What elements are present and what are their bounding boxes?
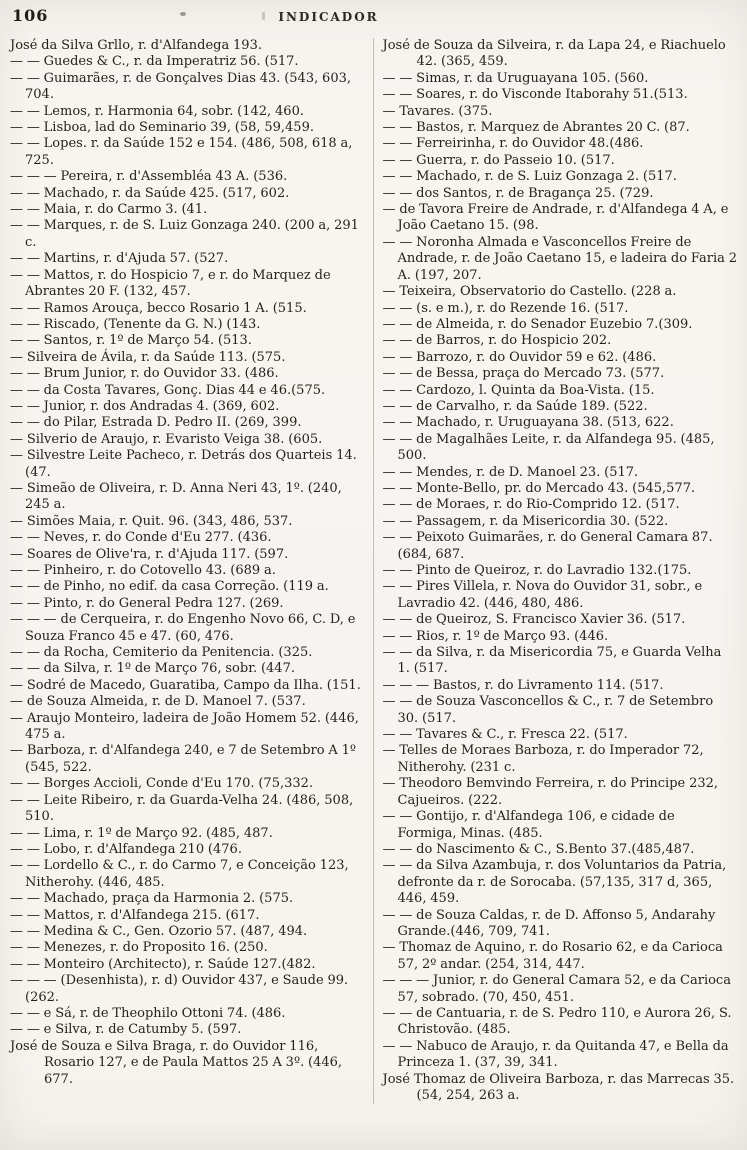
- directory-entry: — — Tavares & C., r. Fresca 22. (517.: [382, 727, 628, 743]
- directory-entry: — — Machado, praça da Harmonia 2. (575.: [10, 891, 294, 907]
- directory-entry: — — Machado, r. da Saúde 425. (517, 602.: [10, 185, 290, 201]
- directory-entry: — — de Bessa, praça do Mercado 73. (577.: [382, 366, 665, 382]
- directory-entry: José de Souza da Silveira, r. da Lapa 24, e Riachuelo 42. (365, 459.: [382, 38, 726, 70]
- directory-entry: — — da Silva, r. da Misericordia 75, e Guarda Velha 1. (517.: [382, 645, 722, 677]
- directory-entry: — — Guerra, r. do Passeio 10. (517.: [382, 152, 615, 168]
- directory-entry: — — Borges Accioli, Conde d'Eu 170. (75,332.: [10, 776, 314, 792]
- directory-entry: — — de Moraes, r. do Rio-Comprido 12. (517.: [382, 497, 680, 513]
- directory-entry: — — Marques, r. de S. Luiz Gonzaga 240. (200 a, 291 c.: [10, 218, 359, 250]
- directory-entry: José Thomaz de Oliveira Barboza, r. das Marrecas 35. (54, 254, 263 a.: [382, 1071, 735, 1103]
- directory-entry: — — Lemos, r. Harmonia 64, sobr. (142, 460.: [10, 103, 304, 119]
- directory-entry: — — Menezes, r. do Proposito 16. (250.: [10, 940, 268, 956]
- directory-entry: — — e Silva, r. de Catumby 5. (597.: [10, 1022, 242, 1038]
- directory-entry: — de Tavora Freire de Andrade, r. d'Alfandega 4 A, e João Caetano 15. (98.: [382, 202, 729, 234]
- directory-entry: — — do Pilar, Estrada D. Pedro II. (269, 399.: [10, 415, 302, 431]
- directory-entry: — — Guimarães, r. de Gonçalves Dias 43. (543, 603, 704.: [10, 70, 352, 103]
- directory-entry: — — dos Santos, r. de Bragança 25. (729.: [382, 185, 654, 201]
- directory-entry: — — — Junior, r. do General Camara 52, e da Carioca 57, sobrado. (70, 450, 451.: [382, 973, 731, 1005]
- directory-entry: — — Cardozo, l. Quinta da Boa-Vista. (15.: [382, 382, 655, 398]
- directory-entry: — Telles de Moraes Barboza, r. do Imperador 72, Nitherohy. (231 c.: [382, 743, 704, 775]
- directory-entry: — — Ferreirinha, r. do Ouvidor 48.(486.: [382, 136, 644, 152]
- directory-entry: — — Ramos Arouça, becco Rosario 1 A. (515.: [10, 300, 307, 316]
- directory-entry: — — Pires Villela, r. Nova do Ouvidor 31, sobr., e Lavradio 42. (446, 480, 486.: [382, 579, 703, 611]
- directory-entry: — — Passagem, r. da Misericordia 30. (522.: [382, 513, 669, 529]
- left-column: [10, 38, 374, 1104]
- directory-entry: — — Monteiro (Architecto), r. Saúde 127.(482.: [10, 956, 316, 972]
- directory-entry: — Silvestre Leite Pacheco, r. Detrás dos Quarteis 14. (47.: [10, 448, 357, 480]
- directory-entry: José da Silva Grllo, r. d'Alfandega 193.: [10, 38, 262, 53]
- directory-entry: — Silveira de Ávila, r. da Saúde 113. (575.: [10, 349, 286, 365]
- page-header: [10, 6, 737, 34]
- directory-entry: — Teixeira, Observatorio do Castello. (228 a.: [382, 284, 677, 300]
- directory-entry: — — Pinto, r. do General Pedra 127. (269.: [10, 595, 284, 611]
- directory-entry: — — Peixoto Guimarães, r. do General Camara 87. (684, 687.: [382, 530, 713, 562]
- directory-entry: — Araujo Monteiro, ladeira de João Homem 52. (446, 475 a.: [10, 710, 359, 743]
- directory-entry: — — — (Desenhista), r. d) Ouvidor 437, e Saude 99. (262.: [10, 973, 349, 1005]
- directory-entry: — — Simas, r. da Uruguayana 105. (560.: [382, 70, 649, 86]
- page-number: 106: [12, 6, 49, 25]
- directory-entry: — — de Carvalho, r. da Saúde 189. (522.: [382, 398, 648, 414]
- directory-entry: — — Rios, r. 1º de Março 93. (446.: [382, 628, 609, 644]
- directory-entry: — — Maia, r. do Carmo 3. (41.: [10, 202, 208, 218]
- directory-entry: — — de Magalhães Leite, r. da Alfandega 95. (485, 500.: [382, 431, 715, 464]
- directory-entry: — — da Silva, r. 1º de Março 76, sobr. (447.: [10, 661, 295, 677]
- directory-entry: — Thomaz de Aquino, r. do Rosario 62, e da Carioca 57, 2º andar. (254, 314, 447.: [382, 940, 723, 972]
- directory-entry: — — de Almeida, r. do Senador Euzebio 7.(309.: [382, 316, 693, 332]
- directory-entry: — — Lordello & C., r. do Carmo 7, e Conceição 123, Nitherohy. (446, 485.: [10, 858, 349, 890]
- directory-entry: — Simões Maia, r. Quit. 96. (343, 486, 537.: [10, 513, 293, 529]
- directory-entry: — — de Queiroz, S. Francisco Xavier 36. (517.: [382, 612, 686, 628]
- directory-entry: — — (s. e m.), r. do Rezende 16. (517.: [382, 300, 629, 316]
- directory-entry: — — Barrozo, r. do Ouvidor 59 e 62. (486.: [382, 349, 657, 365]
- directory-entry: — — e Sá, r. de Theophilo Ottoni 74. (486.: [10, 1005, 286, 1021]
- directory-entry: — — da Costa Tavares, Gonç. Dias 44 e 46.(575.: [10, 382, 326, 398]
- directory-entry: — — Gontijo, r. d'Alfandega 106, e cidade de Formiga, Minas. (485.: [382, 809, 675, 841]
- directory-entry: — — Junior, r. dos Andradas 4. (369, 602.: [10, 398, 280, 414]
- directory-entry: — — Machado, r. de S. Luiz Gonzaga 2. (517.: [382, 169, 677, 185]
- directory-entry: — — Medina & C., Gen. Ozorio 57. (487, 494.: [10, 923, 308, 939]
- directory-entry: — — Pinheiro, r. do Cotovello 43. (689 a.: [10, 563, 276, 578]
- directory-entry: — — do Nascimento & C., S.Bento 37.(485,487.: [382, 841, 695, 857]
- directory-entry: — — — Bastos, r. do Livramento 114. (517.: [382, 677, 664, 693]
- directory-entry: — — Mendes, r. de D. Manoel 23. (517.: [382, 464, 639, 480]
- directory-entry: — — Leite Ribeiro, r. da Guarda-Velha 24. (486, 508, 510.: [10, 792, 354, 825]
- directory-entry: — — Lobo, r. d'Alfandega 210 (476.: [10, 841, 242, 857]
- directory-entry: — — — de Cerqueira, r. do Engenho Novo 66, C. D, e Souza Franco 45 e 47. (60, 476.: [10, 612, 356, 644]
- directory-entry: — — Martins, r. d'Ajuda 57. (527.: [10, 251, 229, 267]
- directory-entry: — — de Pinho, no edif. da casa Correção. (119 a.: [10, 579, 329, 595]
- right-column: [374, 38, 738, 1104]
- directory-entry: — — da Rocha, Cemiterio da Penitencia. (325.: [10, 645, 313, 661]
- directory-entry: — — Machado, r. Uruguayana 38. (513, 622.: [382, 415, 674, 431]
- directory-entry: José de Souza e Silva Braga, r. do Ouvidor 116, Rosario 127, e de Paula Mattos 25 A 3º. (446, 677.: [10, 1038, 343, 1087]
- directory-entry: — — Lima, r. 1º de Março 92. (485, 487.: [10, 825, 273, 841]
- directory-entry: — — Nabuco de Araujo, r. da Quitanda 47, e Bella da Princeza 1. (37, 39, 341.: [382, 1038, 729, 1071]
- directory-entry: — — Pinto de Queiroz, r. do Lavradio 132.(175.: [382, 563, 692, 578]
- directory-entry: — Theodoro Bemvindo Ferreira, r. do Principe 232, Cajueiros. (222.: [382, 776, 719, 808]
- directory-entry: — — Riscado, (Tenente da G. N.) (143.: [10, 316, 261, 332]
- directory-entry: — Tavares. (375.: [382, 103, 493, 119]
- directory-entry: — Simeão de Oliveira, r. D. Anna Neri 43, 1º. (240, 245 a.: [10, 480, 342, 513]
- two-column-layout: [10, 38, 737, 1104]
- directory-entry: — — Guedes & C., r. da Imperatriz 56. (517.: [10, 54, 299, 70]
- directory-entry: — — de Cantuaria, r. de S. Pedro 110, e Aurora 26, S. Christovão. (485.: [382, 1005, 732, 1038]
- directory-entry: — — Monte-Bello, pr. do Mercado 43. (545,577.: [382, 480, 696, 496]
- directory-entry: — Soares de Olive'ra, r. d'Ajuda 117. (597.: [10, 546, 289, 562]
- directory-entry: — — Mattos, r. do Hospicio 7, e r. do Marquez de Abrantes 20 F. (132, 457.: [10, 267, 331, 300]
- directory-entry: — — Santos, r. 1º de Março 54. (513.: [10, 333, 252, 349]
- directory-entry: — de Souza Almeida, r. de D. Manoel 7. (537.: [10, 694, 306, 710]
- directory-entry: — — Neves, r. do Conde d'Eu 277. (436.: [10, 530, 272, 546]
- directory-entry: — Silverio de Araujo, r. Evaristo Veiga 38. (605.: [10, 431, 323, 447]
- page-title: INDICADOR: [278, 10, 379, 24]
- directory-entry: — — da Silva Azambuja, r. dos Voluntarios da Patria, defronte da r. de Sorocaba. (57,135, 317 d, 365, 446, 459.: [382, 858, 727, 907]
- directory-entry: — — de Souza Caldas, r. de D. Affonso 5, Andarahy Grande.(446, 709, 741.: [382, 907, 716, 939]
- directory-entry: — — — Pereira, r. d'Assembléa 43 A. (536.: [10, 169, 288, 185]
- directory-entry: — — Lopes. r. da Saúde 152 e 154. (486, 508, 618 a, 725.: [10, 136, 353, 168]
- directory-entry: — — Lisboa, lad do Seminario 39, (58, 59,459.: [10, 120, 314, 136]
- directory-entry: — — Bastos, r. Marquez de Abrantes 20 C. (87.: [382, 120, 690, 136]
- directory-entry: — — Brum Junior, r. do Ouvidor 33. (486.: [10, 366, 279, 382]
- directory-entry: — Barboza, r. d'Alfandega 240, e 7 de Setembro A 1º (545, 522.: [10, 743, 357, 775]
- directory-entry: — — Soares, r. do Visconde Itaborahy 51.(513.: [382, 87, 688, 103]
- directory-entry: — — de Barros, r. do Hospicio 202.: [382, 333, 612, 349]
- directory-entry: — Sodré de Macedo, Guaratiba, Campo da Ilha. (151.: [10, 677, 361, 693]
- directory-entry: — — Noronha Almada e Vasconcellos Freire de Andrade, r. de João Caetano 15, e ladeira do Faria 2 A. (197, 207.: [382, 234, 737, 283]
- directory-entry: — — Mattos, r. d'Alfandega 215. (617.: [10, 907, 260, 923]
- directory-entry: — — de Souza Vasconcellos & C., r. 7 de Setembro 30. (517.: [382, 694, 714, 726]
